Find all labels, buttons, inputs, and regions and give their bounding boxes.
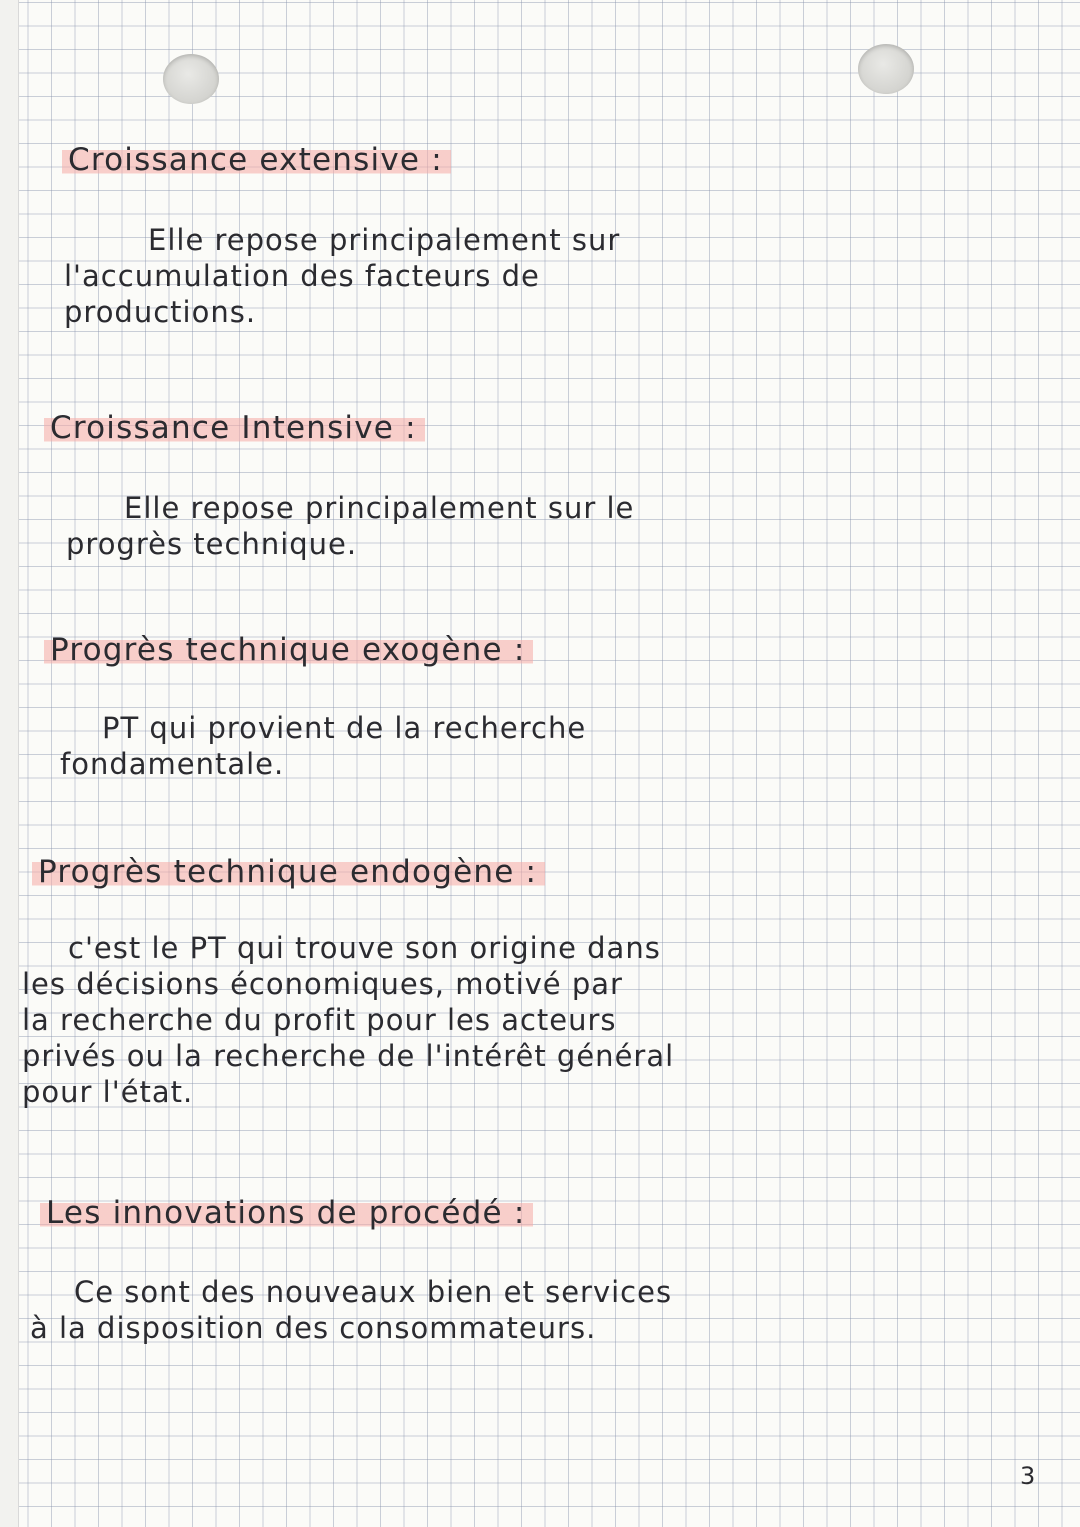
punch-hole-left [163, 54, 219, 104]
text-progres-exogene: PT qui provient de la recherche fondamentale. [60, 711, 587, 781]
heading-innovations-procede: Les innovations de procédé : [40, 1193, 533, 1233]
page-margin [0, 0, 19, 1527]
heading-progres-exogene: Progrès technique exogène : [44, 630, 533, 670]
punch-hole-right [858, 44, 914, 94]
text-innovations-procede: Ce sont des nouveaux bien et services à la disposition des consommateurs. [30, 1275, 673, 1345]
text-progres-endogene: c'est le PT qui trouve son origine dans les décisions économiques, motivé par la recherche du profit pour les acteurs privés ou la recherche de l'intérêt général pour l'état. [22, 931, 675, 1109]
page-number: 3 [1020, 1462, 1036, 1490]
heading-croissance-intensive: Croissance Intensive : [44, 408, 425, 448]
heading-croissance-extensive: Croissance extensive : [62, 140, 451, 180]
text-croissance-extensive: Elle repose principalement sur l'accumulation des facteurs de productions. [64, 223, 621, 329]
text-croissance-intensive: Elle repose principalement sur le progrès technique. [66, 491, 635, 561]
heading-progres-endogene: Progrès technique endogène : [32, 852, 545, 892]
